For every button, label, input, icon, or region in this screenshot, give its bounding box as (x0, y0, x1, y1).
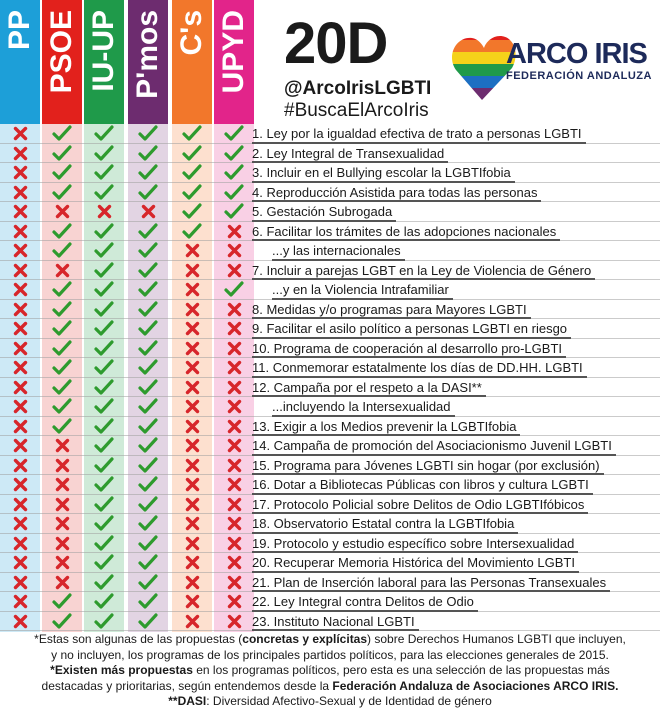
check-icon (128, 280, 168, 300)
cross-icon (84, 202, 124, 222)
cross-icon (172, 319, 212, 339)
cross-icon (214, 241, 254, 261)
party-name: PSOE (45, 10, 78, 94)
check-icon (84, 261, 124, 281)
party-header-2 (42, 0, 82, 124)
table-row (0, 436, 660, 456)
check-icon (84, 612, 124, 632)
proposal-label: 23. Instituto Nacional LGBTI (252, 612, 419, 632)
proposal-label: 8. Medidas y/o programas para Mayores LGBTI (252, 300, 531, 320)
check-icon (172, 144, 212, 164)
check-icon (42, 241, 82, 261)
table-row (0, 183, 660, 203)
check-icon (84, 417, 124, 437)
cross-icon (0, 495, 40, 515)
check-icon (128, 495, 168, 515)
cross-icon (214, 436, 254, 456)
footnote-line-5: **DASI: Diversidad Afectivo-Sexual y de Identidad de género (168, 694, 492, 708)
check-icon (128, 183, 168, 203)
cross-icon (42, 436, 82, 456)
footnote-line-4: destacadas y prioritarias, según entendemos desde la Federación Andaluza de Asociaciones ARCO IRIS. (41, 678, 619, 693)
party-name: PP (3, 10, 36, 51)
cross-icon (0, 358, 40, 378)
cross-icon (214, 573, 254, 593)
cross-icon (172, 514, 212, 534)
cross-icon (0, 456, 40, 476)
proposal-label: 20. Recuperar Memoria Histórica del Movimiento LGBTI (252, 553, 579, 573)
party-name: C's (175, 10, 208, 56)
table-row (0, 261, 660, 281)
check-icon (84, 163, 124, 183)
check-icon (84, 378, 124, 398)
logo-name: ARCO IRIS (506, 38, 647, 70)
check-icon (84, 495, 124, 515)
check-icon (214, 144, 254, 164)
cross-icon (0, 553, 40, 573)
check-icon (214, 202, 254, 222)
check-icon (84, 592, 124, 612)
check-icon (172, 202, 212, 222)
check-icon (172, 163, 212, 183)
cross-icon (42, 456, 82, 476)
cross-icon (0, 241, 40, 261)
table-row (0, 163, 660, 183)
check-icon (42, 397, 82, 417)
cross-icon (172, 456, 212, 476)
proposal-label: ...incluyendo la Intersexualidad (272, 397, 455, 417)
proposal-label: 13. Exigir a los Medios prevenir la LGBTIfobia (252, 417, 520, 437)
check-icon (84, 436, 124, 456)
check-icon (128, 124, 168, 144)
table-row (0, 475, 660, 495)
cross-icon (172, 397, 212, 417)
check-icon (84, 553, 124, 573)
check-icon (128, 397, 168, 417)
proposal-label: 21. Plan de Inserción laboral para las Personas Transexuales (252, 573, 610, 593)
cross-icon (0, 417, 40, 437)
check-icon (42, 612, 82, 632)
cross-icon (42, 495, 82, 515)
proposal-label: 15. Programa para Jóvenes LGBTI sin hogar (por exclusión) (252, 456, 604, 476)
cross-icon (214, 417, 254, 437)
table-row (0, 124, 660, 144)
cross-icon (172, 280, 212, 300)
check-icon (42, 183, 82, 203)
proposal-label: 6. Facilitar los trámites de las adopciones nacionales (252, 222, 560, 242)
cross-icon (0, 378, 40, 398)
cross-icon (0, 475, 40, 495)
check-icon (128, 573, 168, 593)
table-row (0, 514, 660, 534)
cross-icon (214, 397, 254, 417)
party-name: UPYD (217, 10, 250, 94)
proposal-label: 1. Ley por la igualdad efectiva de trato a personas LGBTI (252, 124, 586, 144)
proposal-label: 17. Protocolo Policial sobre Delitos de Odio LGBTIfóbicos (252, 495, 588, 515)
party-header-4 (128, 0, 168, 124)
check-icon (128, 612, 168, 632)
check-icon (42, 163, 82, 183)
footnote-line-3: *Existen más propuestas en los programas políticos, pero esta es una selección de las propuestas más (50, 663, 610, 677)
party-header-6 (214, 0, 254, 124)
logo-subtitle: FEDERACIÓN ANDALUZA (506, 70, 652, 82)
cross-icon (214, 475, 254, 495)
check-icon (84, 183, 124, 203)
table-row (0, 339, 660, 359)
check-icon (42, 378, 82, 398)
proposal-label: 9. Facilitar el asilo político a personas LGBTI en riesgo (252, 319, 571, 339)
cross-icon (214, 456, 254, 476)
cross-icon (172, 592, 212, 612)
cross-icon (42, 475, 82, 495)
cross-icon (0, 202, 40, 222)
cross-icon (172, 475, 212, 495)
table-row (0, 319, 660, 339)
twitter-handle: @ArcoIrisLGBTI (284, 78, 432, 99)
check-icon (128, 339, 168, 359)
cross-icon (0, 534, 40, 554)
cross-icon (172, 573, 212, 593)
check-icon (84, 573, 124, 593)
check-icon (128, 222, 168, 242)
footnotes (0, 632, 660, 710)
check-icon (42, 592, 82, 612)
cross-icon (42, 534, 82, 554)
check-icon (84, 241, 124, 261)
table-row (0, 417, 660, 437)
cross-icon (0, 163, 40, 183)
proposal-label: 4. Reproducción Asistida para todas las personas (252, 183, 541, 203)
party-header-3 (84, 0, 124, 124)
check-icon (128, 241, 168, 261)
cross-icon (172, 261, 212, 281)
footnote-line-1: *Estas son algunas de las propuestas (concretas y explícitas) sobre Derechos Humanos LGBTI que incluyen, (34, 632, 626, 646)
cross-icon (0, 300, 40, 320)
cross-icon (172, 378, 212, 398)
check-icon (128, 319, 168, 339)
check-icon (84, 456, 124, 476)
cross-icon (214, 339, 254, 359)
table-row (0, 456, 660, 476)
check-icon (84, 397, 124, 417)
check-icon (128, 436, 168, 456)
cross-icon (172, 300, 212, 320)
check-icon (128, 417, 168, 437)
cross-icon (214, 319, 254, 339)
cross-icon (172, 241, 212, 261)
cross-icon (214, 534, 254, 554)
proposal-label: 2. Ley Integral de Transexualidad (252, 144, 448, 164)
check-icon (84, 534, 124, 554)
cross-icon (0, 592, 40, 612)
proposal-label: ...y en la Violencia Intrafamiliar (272, 280, 453, 300)
cross-icon (128, 202, 168, 222)
check-icon (84, 300, 124, 320)
cross-icon (0, 280, 40, 300)
check-icon (214, 280, 254, 300)
cross-icon (214, 592, 254, 612)
cross-icon (172, 417, 212, 437)
party-header-5 (172, 0, 212, 124)
check-icon (128, 514, 168, 534)
check-icon (128, 163, 168, 183)
check-icon (84, 514, 124, 534)
table-row (0, 222, 660, 242)
cross-icon (214, 300, 254, 320)
cross-icon (0, 436, 40, 456)
check-icon (172, 222, 212, 242)
cross-icon (0, 612, 40, 632)
check-icon (128, 553, 168, 573)
proposal-label: 3. Incluir en el Bullying escolar la LGBTIfobia (252, 163, 515, 183)
party-name: P'mos (131, 10, 164, 99)
cross-icon (214, 553, 254, 573)
cross-icon (0, 222, 40, 242)
proposal-label: 14. Campaña de promoción del Asociacionismo Juvenil LGBTI (252, 436, 616, 456)
cross-icon (42, 573, 82, 593)
check-icon (128, 475, 168, 495)
check-icon (84, 222, 124, 242)
check-icon (84, 358, 124, 378)
check-icon (42, 417, 82, 437)
table-row (0, 397, 660, 417)
cross-icon (214, 261, 254, 281)
table-row (0, 202, 660, 222)
proposal-label: 18. Observatorio Estatal contra la LGBTIfobia (252, 514, 518, 534)
cross-icon (42, 514, 82, 534)
table-row (0, 144, 660, 164)
cross-icon (0, 144, 40, 164)
hashtag: #BuscaElArcoIris (284, 100, 429, 121)
cross-icon (0, 514, 40, 534)
cross-icon (0, 397, 40, 417)
cross-icon (0, 183, 40, 203)
check-icon (42, 300, 82, 320)
cross-icon (214, 358, 254, 378)
table-row (0, 378, 660, 398)
check-icon (214, 183, 254, 203)
check-icon (84, 144, 124, 164)
proposal-label: 5. Gestación Subrogada (252, 202, 396, 222)
cross-icon (42, 553, 82, 573)
check-icon (128, 261, 168, 281)
check-icon (84, 280, 124, 300)
cross-icon (172, 495, 212, 515)
check-icon (128, 300, 168, 320)
check-icon (42, 339, 82, 359)
cross-icon (214, 222, 254, 242)
table-row (0, 280, 660, 300)
cross-icon (0, 339, 40, 359)
check-icon (128, 378, 168, 398)
check-icon (42, 124, 82, 144)
cross-icon (172, 553, 212, 573)
table-row (0, 553, 660, 573)
cross-icon (172, 436, 212, 456)
cross-icon (214, 495, 254, 515)
check-icon (214, 124, 254, 144)
check-icon (128, 144, 168, 164)
check-icon (214, 163, 254, 183)
proposal-label: 12. Campaña por el respeto a la DASI** (252, 378, 486, 398)
check-icon (128, 534, 168, 554)
check-icon (84, 319, 124, 339)
check-icon (84, 339, 124, 359)
table-row (0, 534, 660, 554)
check-icon (42, 144, 82, 164)
check-icon (128, 358, 168, 378)
proposal-label: 22. Ley Integral contra Delitos de Odio (252, 592, 478, 612)
footnote-line-2: y no incluyen, los programas de los principales partidos políticos, para las elecciones generales de 2015. (51, 647, 609, 662)
cross-icon (172, 358, 212, 378)
check-icon (84, 475, 124, 495)
table-row (0, 495, 660, 515)
check-icon (42, 319, 82, 339)
check-icon (128, 592, 168, 612)
cross-icon (42, 261, 82, 281)
check-icon (172, 183, 212, 203)
cross-icon (214, 612, 254, 632)
cross-icon (0, 573, 40, 593)
proposal-label: 19. Protocolo y estudio específico sobre Intersexualidad (252, 534, 578, 554)
table-row (0, 573, 660, 593)
table-row (0, 592, 660, 612)
check-icon (42, 222, 82, 242)
check-icon (42, 280, 82, 300)
table-row (0, 241, 660, 261)
proposal-label: 7. Incluir a parejas LGBT en la Ley de Violencia de Género (252, 261, 595, 281)
proposal-label: ...y las internacionales (272, 241, 405, 261)
cross-icon (0, 319, 40, 339)
cross-icon (172, 339, 212, 359)
cross-icon (0, 124, 40, 144)
cross-icon (214, 378, 254, 398)
party-name: IU-UP (87, 10, 120, 92)
cross-icon (172, 612, 212, 632)
table-row (0, 612, 660, 632)
cross-icon (42, 202, 82, 222)
cross-icon (172, 534, 212, 554)
table-row (0, 358, 660, 378)
check-icon (84, 124, 124, 144)
cross-icon (0, 261, 40, 281)
proposal-label: 10. Programa de cooperación al desarrollo pro-LGBTI (252, 339, 566, 359)
party-header-1 (0, 0, 40, 124)
proposal-label: 11. Conmemorar estatalmente los días de DD.HH. LGBTI (252, 358, 587, 378)
page-title: 20D (284, 11, 388, 76)
table-row (0, 300, 660, 320)
check-icon (128, 456, 168, 476)
check-icon (172, 124, 212, 144)
proposal-label: 16. Dotar a Bibliotecas Públicas con libros y cultura LGBTI (252, 475, 593, 495)
cross-icon (214, 514, 254, 534)
check-icon (42, 358, 82, 378)
